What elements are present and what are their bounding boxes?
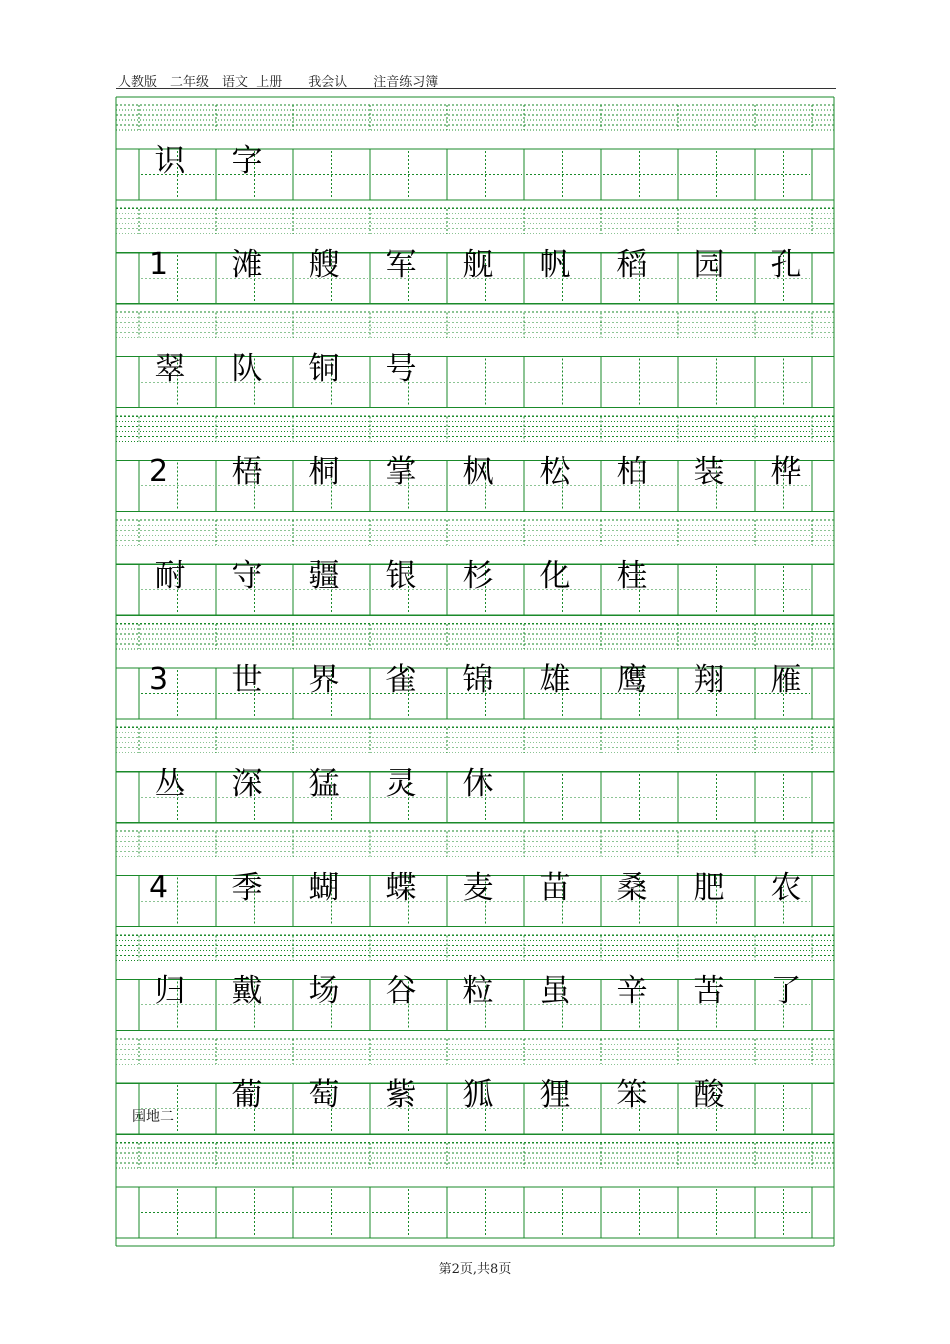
- character-cell: 雀: [385, 662, 417, 698]
- character-cell: 松: [539, 454, 571, 491]
- character-cell: 戴: [231, 973, 263, 1010]
- character-cell: 世: [231, 662, 263, 698]
- character-cell: 蝴: [308, 869, 340, 906]
- character-cell: 守: [231, 558, 263, 595]
- character-cell: 枫: [462, 454, 494, 491]
- character-cell: 号: [385, 350, 417, 387]
- character-cell: 翠: [154, 350, 186, 387]
- character-cell: 队: [231, 350, 263, 387]
- character-cell: 农: [770, 869, 802, 906]
- page-footer: 第2页,共8页: [438, 1262, 512, 1277]
- character-cell: 肥: [693, 869, 725, 906]
- character-cell: 孔: [770, 246, 802, 283]
- lesson-number: 2: [149, 454, 169, 490]
- character-cell: 苗: [539, 869, 571, 906]
- character-cell: 滩: [231, 246, 263, 283]
- page-header: 人教版 二年级 语文 上册 我会认 注音练习簿: [118, 75, 439, 90]
- character-cell: 桐: [308, 454, 340, 491]
- character-cell: 化: [539, 558, 571, 595]
- character-cell: 舰: [462, 246, 494, 283]
- character-cell: 鹰: [616, 662, 648, 698]
- character-cell: 桂: [616, 558, 648, 595]
- character-cell: 谷: [385, 973, 417, 1010]
- character-cell: 园: [693, 246, 725, 283]
- lesson-number: 3: [149, 662, 169, 697]
- character-cell: 军: [385, 246, 417, 283]
- lesson-number: 1: [149, 246, 169, 282]
- character-cell: 蝶: [385, 869, 417, 906]
- character-cell: 梧: [231, 454, 263, 491]
- character-cell: 掌: [385, 454, 417, 491]
- character-cell: 笨: [616, 1077, 648, 1114]
- lesson-number: 4: [149, 869, 169, 905]
- character-cell: 雄: [539, 662, 571, 698]
- character-cell: 桑: [616, 869, 648, 906]
- character-cell: 装: [693, 454, 725, 491]
- character-cell: 归: [154, 973, 186, 1010]
- character-cell: 辛: [616, 973, 648, 1010]
- character-cell: 银: [385, 558, 417, 595]
- character-cell: 紫: [385, 1077, 417, 1114]
- character-cell: 艘: [308, 246, 340, 283]
- character-cell: 丛: [154, 765, 186, 802]
- character-cell: 锦: [462, 662, 494, 698]
- character-cell: 季: [231, 869, 263, 906]
- character-cell: 狸: [539, 1077, 571, 1114]
- character-cell: 麦: [462, 869, 494, 906]
- character-cell: 翔: [693, 662, 725, 698]
- character-cell: 狐: [462, 1077, 494, 1114]
- character-cell: 识: [154, 143, 186, 179]
- character-cell: 字: [231, 143, 263, 179]
- character-cell: 场: [308, 973, 340, 1010]
- character-cell: 葡: [231, 1077, 263, 1114]
- character-cell: 铜: [308, 350, 340, 387]
- character-cell: 桦: [770, 454, 802, 491]
- character-cell: 耐: [154, 558, 186, 595]
- character-cell: 柏: [616, 454, 648, 491]
- character-cell: 深: [231, 765, 263, 802]
- character-cell: 帆: [539, 246, 571, 283]
- character-cell: 界: [308, 662, 340, 698]
- character-cell: 粒: [462, 973, 494, 1010]
- character-cell: 萄: [308, 1077, 340, 1114]
- character-cell: 虽: [539, 973, 571, 1010]
- character-cell: 酸: [693, 1077, 725, 1114]
- character-cell: 猛: [308, 765, 340, 802]
- section-label: 园地二: [132, 1109, 174, 1125]
- character-cell: 灵: [385, 765, 417, 802]
- character-cell: 了: [770, 973, 802, 1010]
- character-cell: 杉: [462, 558, 494, 595]
- character-cell: 苦: [693, 973, 725, 1010]
- character-cell: 稻: [616, 246, 648, 283]
- character-cell: 雁: [770, 662, 802, 698]
- character-cell: 疆: [308, 558, 340, 595]
- character-cell: 休: [462, 765, 494, 802]
